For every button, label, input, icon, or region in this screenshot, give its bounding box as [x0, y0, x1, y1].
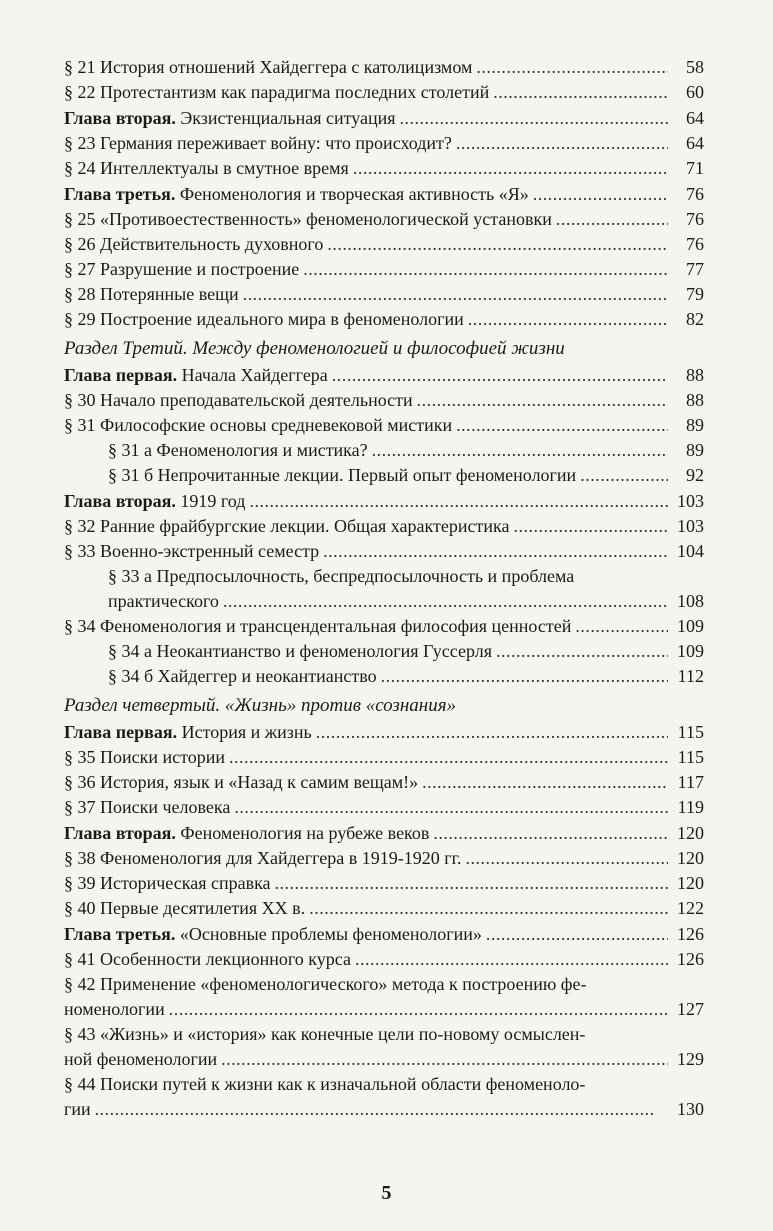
toc-entry	[64, 972, 704, 1022]
toc-entry	[64, 770, 704, 795]
toc-entry-page: 79	[686, 284, 704, 304]
toc-entry-label-line2: гии	[64, 1099, 91, 1119]
toc-entry-page: 82	[686, 309, 704, 329]
toc-entry	[64, 257, 704, 282]
toc-entry	[64, 388, 704, 413]
leader-dots	[417, 388, 668, 413]
toc-entry-page: 115	[677, 747, 704, 767]
chapter-title: 1919 год	[180, 491, 246, 511]
toc-entry	[64, 639, 704, 664]
toc-chapter	[64, 821, 704, 846]
toc-entry-label: § 34 а Неокантианство и феноменология Гуссерля	[108, 641, 492, 661]
toc-entry-page: 103	[677, 491, 704, 511]
toc-entry-page: 122	[677, 898, 704, 918]
toc-entry	[64, 896, 704, 921]
leader-dots	[327, 232, 668, 257]
toc-entry-page: 76	[686, 234, 704, 254]
toc-chapter	[64, 922, 704, 947]
toc-entry-label: § 31 а Феноменология и мистика?	[108, 440, 368, 460]
chapter-number: Глава первая.	[64, 722, 178, 742]
toc-entry	[64, 846, 704, 871]
leader-dots	[381, 664, 668, 689]
toc-entry-page: 127	[677, 999, 704, 1019]
toc-chapter	[64, 182, 704, 207]
toc-chapter	[64, 720, 704, 745]
toc-entry-label: § 33 Военно-экстренный семестр	[64, 541, 320, 561]
toc-part-heading	[64, 693, 704, 719]
leader-dots	[372, 438, 668, 463]
toc-entry-label: § 31 б Непрочитанные лекции. Первый опыт феноменологии	[108, 465, 577, 485]
toc-entry	[64, 871, 704, 896]
leader-dots	[456, 131, 668, 156]
toc-entry-page: 115	[677, 722, 704, 742]
toc-entry	[64, 745, 704, 770]
toc-entry-page: 120	[677, 873, 704, 893]
toc-entry	[64, 307, 704, 332]
toc-entry-page: 108	[677, 591, 704, 611]
toc-entry-page: 76	[686, 184, 704, 204]
toc-entry	[64, 1022, 704, 1072]
toc-entry	[64, 947, 704, 972]
toc-entry-page: 64	[686, 133, 704, 153]
toc-entry-label: § 30 Начало преподавательской деятельности	[64, 390, 413, 410]
toc-entry-label-line1: § 33 а Предпосылочность, беспредпосылочность и проблема	[108, 566, 575, 586]
leader-dots	[456, 413, 668, 438]
leader-dots	[486, 922, 668, 947]
toc-entry	[64, 795, 704, 820]
leader-dots	[493, 80, 668, 105]
toc-entry-page: 104	[677, 541, 704, 561]
toc-part-heading	[64, 336, 704, 362]
toc-entry-label: § 22 Протестантизм как парадигма последних столетий	[64, 82, 490, 102]
toc-entry-label-line1: § 44 Поиски путей к жизни как к изначальной области феноменоло-	[64, 1074, 586, 1094]
toc-entry-label: § 31 Философские основы средневековой мистики	[64, 415, 453, 435]
leader-dots	[476, 55, 668, 80]
toc-chapter	[64, 363, 704, 388]
chapter-number: Глава вторая.	[64, 491, 176, 511]
chapter-number: Глава третья.	[64, 184, 176, 204]
toc-entry	[64, 514, 704, 539]
toc-entry	[64, 232, 704, 257]
toc-entry-label: § 29 Построение идеального мира в феноменологии	[64, 309, 464, 329]
toc-entry-page: 130	[677, 1099, 704, 1119]
toc-entry-label-line2: номенологии	[64, 999, 165, 1019]
leader-dots	[355, 947, 668, 972]
toc-entry	[64, 1072, 704, 1122]
toc-entry	[64, 564, 704, 614]
toc-entry-page: 109	[677, 641, 704, 661]
part-title: Раздел четвертый. «Жизнь» против «сознания»	[64, 695, 457, 716]
toc-entry-page: 76	[686, 209, 704, 229]
leader-dots	[468, 307, 668, 332]
toc-entry-label: § 39 Историческая справка	[64, 873, 271, 893]
leader-dots	[353, 156, 668, 181]
toc-entry-page: 89	[686, 440, 704, 460]
toc-entry	[64, 282, 704, 307]
toc-entry-label: § 37 Поиски человека	[64, 797, 231, 817]
toc-entry-page: 71	[686, 158, 704, 178]
chapter-title: Экзистенциальная ситуация	[180, 108, 396, 128]
toc-entry-page: 58	[686, 57, 704, 77]
leader-dots	[243, 282, 668, 307]
leader-dots	[422, 770, 668, 795]
toc-entry-label: § 34 б Хайдеггер и неокантианство	[108, 666, 377, 686]
toc-entry	[64, 539, 704, 564]
leader-dots	[556, 207, 668, 232]
toc-entry-label: § 35 Поиски истории	[64, 747, 226, 767]
chapter-number: Глава первая.	[64, 365, 178, 385]
leader-dots	[275, 871, 668, 896]
leader-dots	[533, 182, 668, 207]
chapter-title: Начала Хайдеггера	[181, 365, 328, 385]
toc-entry	[64, 664, 704, 689]
toc-entry-page: 60	[686, 82, 704, 102]
toc-entry	[64, 207, 704, 232]
leader-dots	[316, 720, 668, 745]
toc-entry-page: 120	[677, 823, 704, 843]
leader-dots	[496, 639, 668, 664]
toc-entry-label: § 36 История, язык и «Назад к самим вещам!»	[64, 772, 419, 792]
toc-entry-label: § 23 Германия переживает войну: что происходит?	[64, 133, 452, 153]
toc-entry	[64, 156, 704, 181]
toc-entry-label: § 21 История отношений Хайдеггера с католицизмом	[64, 57, 473, 77]
leader-dots	[323, 539, 668, 564]
leader-dots	[513, 514, 668, 539]
toc-entry-page: 77	[686, 259, 704, 279]
toc-entry-page: 112	[677, 666, 704, 686]
toc-entry-page: 89	[686, 415, 704, 435]
toc-entry-page: 129	[677, 1049, 704, 1069]
toc-entry-label: § 28 Потерянные вещи	[64, 284, 239, 304]
part-title: Раздел Третий. Между феноменологией и философией жизни	[64, 338, 565, 359]
leader-dots	[234, 795, 668, 820]
toc-entry-page: 120	[677, 848, 704, 868]
toc-entry-page: 119	[677, 797, 704, 817]
leader-dots	[303, 257, 668, 282]
page-number: 5	[381, 1182, 392, 1204]
toc-entry-label: § 40 Первые десятилетия XX в.	[64, 898, 306, 918]
leader-dots	[221, 1047, 668, 1072]
toc-entry-label-line1: § 42 Применение «феноменологического» метода к построению фе-	[64, 974, 587, 994]
leader-dots	[433, 821, 668, 846]
toc-entry-page: 109	[677, 616, 704, 636]
toc-entry	[64, 463, 704, 488]
toc-chapter	[64, 489, 704, 514]
toc-entry-label-line2: ной феноменологии	[64, 1049, 218, 1069]
toc-entry-page: 103	[677, 516, 704, 536]
leader-dots	[309, 896, 668, 921]
toc-entry-label: § 25 «Противоестественность» феноменологической установки	[64, 209, 552, 229]
toc-entry-page: 64	[686, 108, 704, 128]
leader-dots	[223, 589, 668, 614]
chapter-number: Глава вторая.	[64, 823, 176, 843]
toc-entry-label: § 26 Действительность духовного	[64, 234, 324, 254]
toc-entry-page: 92	[686, 465, 704, 485]
chapter-number: Глава третья.	[64, 924, 176, 944]
toc-entry	[64, 55, 704, 80]
toc-entry-label: § 34 Феноменология и трансцендентальная философия ценностей	[64, 616, 572, 636]
toc-entry-page: 88	[686, 365, 704, 385]
toc-entry-page: 126	[677, 949, 704, 969]
toc-entry-label: § 32 Ранние фрайбургские лекции. Общая характеристика	[64, 516, 510, 536]
toc-entry	[64, 80, 704, 105]
toc-entry-page: 117	[677, 772, 704, 792]
leader-dots	[169, 997, 668, 1022]
leader-dots	[229, 745, 668, 770]
toc-entry-label-line1: § 43 «Жизнь» и «история» как конечные цели по-новому осмыслен-	[64, 1024, 586, 1044]
chapter-title: Феноменология на рубеже веков	[180, 823, 430, 843]
toc-entry-label-line2: практического	[108, 591, 219, 611]
toc-entry	[64, 438, 704, 463]
table-of-contents	[64, 55, 704, 1122]
leader-dots	[332, 363, 668, 388]
leader-dots	[95, 1097, 668, 1122]
leader-dots	[249, 489, 668, 514]
toc-entry-label: § 41 Особенности лекционного курса	[64, 949, 351, 969]
leader-dots	[400, 106, 668, 131]
chapter-number: Глава вторая.	[64, 108, 176, 128]
toc-entry	[64, 131, 704, 156]
chapter-title: Феноменология и творческая активность «Я»	[179, 184, 529, 204]
toc-chapter	[64, 106, 704, 131]
toc-entry-page: 126	[677, 924, 704, 944]
leader-dots	[580, 463, 668, 488]
toc-entry-page: 88	[686, 390, 704, 410]
toc-entry-label: § 27 Разрушение и построение	[64, 259, 300, 279]
chapter-title: История и жизнь	[181, 722, 312, 742]
toc-entry-label: § 24 Интеллектуалы в смутное время	[64, 158, 349, 178]
toc-entry	[64, 614, 704, 639]
leader-dots	[575, 614, 668, 639]
toc-entry	[64, 413, 704, 438]
leader-dots	[465, 846, 668, 871]
toc-entry-label: § 38 Феноменология для Хайдеггера в 1919-1920 гг.	[64, 848, 462, 868]
chapter-title: «Основные проблемы феноменологии»	[179, 924, 482, 944]
